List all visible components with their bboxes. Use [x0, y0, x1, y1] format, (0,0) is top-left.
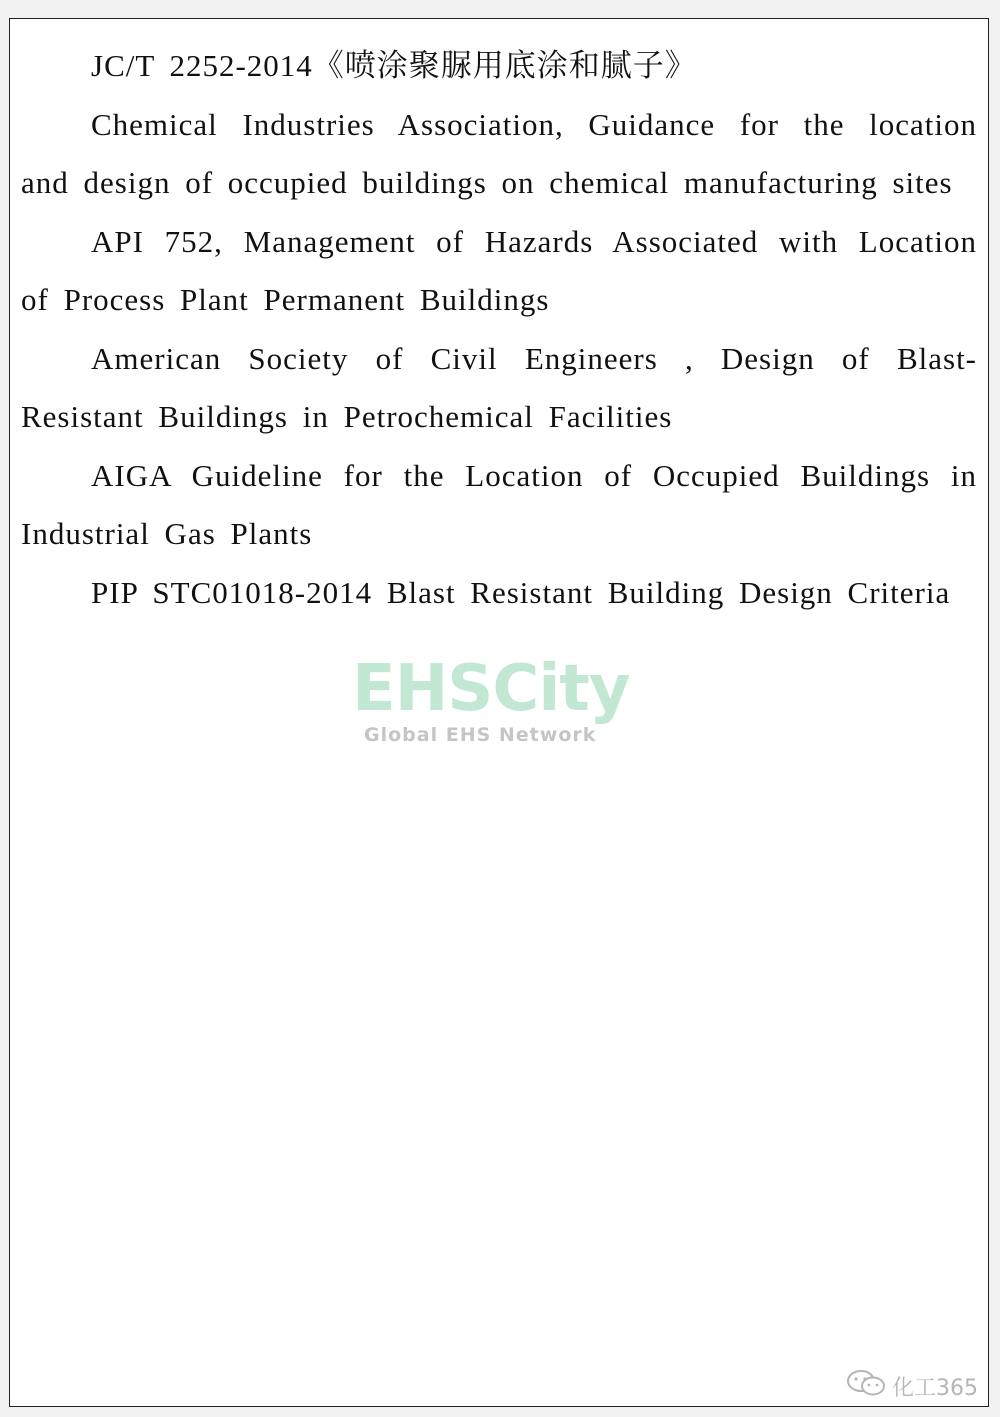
- reference-item: PIP STC01018-2014 Blast Resistant Building Design Criteria: [91, 574, 951, 610]
- reference-item: Chemical Industries Association, Guidance for the location and design of occupied buildings on chemical manufacturing sites: [21, 106, 977, 200]
- document-page: [9, 18, 989, 1407]
- reference-list: [21, 37, 977, 622]
- reference-item: American Society of Civil Engineers , Design of Blast-Resistant Buildings in Petrochemical Facilities: [21, 340, 977, 434]
- source-attribution: [846, 1369, 978, 1403]
- source-label: 化工365: [892, 1375, 978, 1401]
- reference-item: JC/T 2252-2014《喷涂聚脲用底涂和腻子》: [91, 48, 697, 83]
- wechat-icon: [846, 1369, 886, 1403]
- watermark-brand: EHSCity: [352, 652, 630, 726]
- reference-item: API 752, Management of Hazards Associated with Location of Process Plant Permanent Buildings: [21, 223, 977, 317]
- watermark-tagline: Global EHS Network: [364, 724, 597, 746]
- reference-item: AIGA Guideline for the Location of Occupied Buildings in Industrial Gas Plants: [21, 457, 977, 551]
